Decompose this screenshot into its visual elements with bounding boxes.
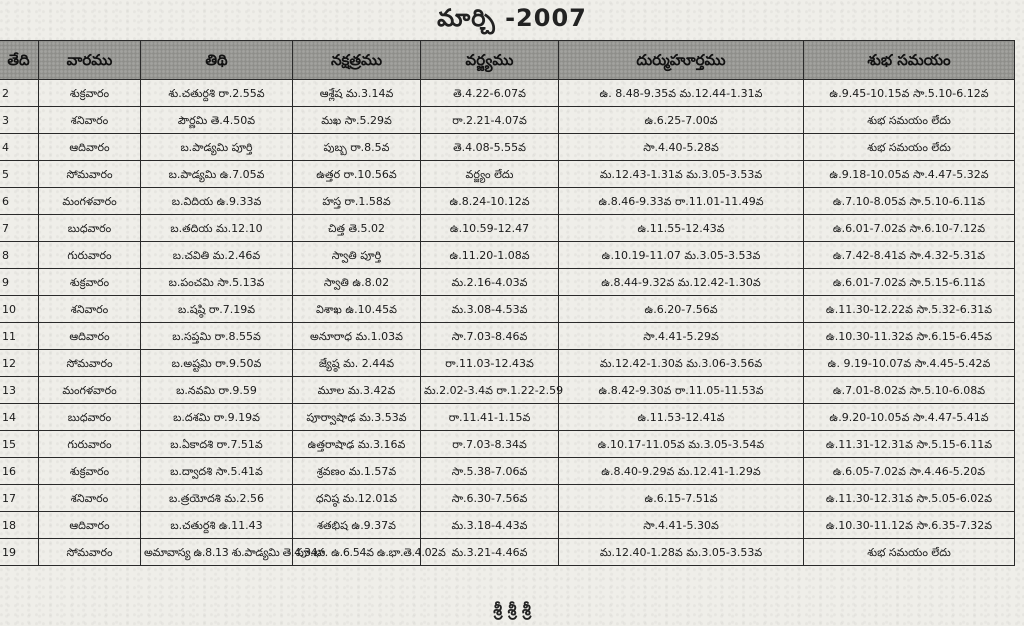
cell-weekday: గురువారం (39, 431, 141, 458)
cell-tithi: పౌర్ణమి తె.4.50వ (141, 107, 293, 134)
cell-weekday: శుక్రవారం (39, 269, 141, 296)
cell-varjyam: రా.11.03-12.43వ (421, 350, 559, 377)
cell-tithi: బ.త్రయోదశి మ.2.56 (141, 485, 293, 512)
footer-text: శ్రీ శ్రీ శ్రీ (493, 600, 531, 619)
cell-varjyam: రా.2.21-4.07వ (421, 107, 559, 134)
cell-weekday: బుధవారం (39, 404, 141, 431)
cell-tithi: బ.విదియ ఉ.9.33వ (141, 188, 293, 215)
cell-auspicious-time: ఉ.9.45-10.15వ సా.5.10-6.12వ (804, 80, 1015, 107)
cell-weekday: ఆదివారం (39, 323, 141, 350)
cell-nakshatra: ఉత్తర రా.10.56వ (293, 161, 421, 188)
cell-tithi: బ.పాడ్యమి ఉ.7.05వ (141, 161, 293, 188)
cell-weekday: ఆదివారం (39, 512, 141, 539)
cell-durmuhurtam: ఉ.8.42-9.30వ రా.11.05-11.53వ (559, 377, 804, 404)
cell-nakshatra: స్వాతి ఉ.8.02 (293, 269, 421, 296)
cell-varjyam: ఉ.8.24-10.12వ (421, 188, 559, 215)
header-durmuhurtam: దుర్ముహూర్తము (559, 41, 804, 80)
cell-tithi: బ.పాడ్యమి పూర్తి (141, 134, 293, 161)
table-row (0, 377, 1015, 404)
table-row (0, 485, 1015, 512)
table-row (0, 242, 1015, 269)
cell-auspicious-time: ఉ.10.30-11.32వ సా.6.15-6.45వ (804, 323, 1015, 350)
cell-tithi: శు.చతుర్దశి రా.2.55వ (141, 80, 293, 107)
cell-auspicious-time: ఉ.6.01-7.02వ సా.5.15-6.11వ (804, 269, 1015, 296)
cell-varjyam: మ.3.21-4.46వ (421, 539, 559, 566)
cell-tithi: బ.దశమి రా.9.19వ (141, 404, 293, 431)
cell-weekday: గురువారం (39, 242, 141, 269)
cell-tithi: బ.చవితి మ.2.46వ (141, 242, 293, 269)
table-row (0, 107, 1015, 134)
cell-varjyam: రా.7.03-8.34వ (421, 431, 559, 458)
cell-durmuhurtam: ఉ.10.17-11.05వ మ.3.05-3.54వ (559, 431, 804, 458)
header-auspicious-time: శుభ సమయం (804, 41, 1015, 80)
cell-durmuhurtam: ఉ.8.46-9.33వ రా.11.01-11.49వ (559, 188, 804, 215)
cell-durmuhurtam: ఉ.6.15-7.51వ (559, 485, 804, 512)
cell-durmuhurtam: ఉ.8.44-9.32వ మ.12.42-1.30వ (559, 269, 804, 296)
table-row (0, 269, 1015, 296)
cell-date: 7 (0, 215, 39, 242)
cell-tithi: బ.పంచమి సా.5.13వ (141, 269, 293, 296)
cell-date: 4 (0, 134, 39, 161)
cell-tithi: బ.ఏకాదశి రా.7.51వ (141, 431, 293, 458)
cell-weekday: సోమవారం (39, 350, 141, 377)
cell-weekday: శుక్రవారం (39, 458, 141, 485)
cell-nakshatra: పూర్వాషాఢ మ.3.53వ (293, 404, 421, 431)
cell-date: 13 (0, 377, 39, 404)
cell-tithi: బ.షష్ఠి రా.7.19వ (141, 296, 293, 323)
table-body (0, 80, 1015, 566)
table-row (0, 431, 1015, 458)
table-row (0, 404, 1015, 431)
cell-auspicious-time: ఉ.11.31-12.31వ సా.5.15-6.11వ (804, 431, 1015, 458)
table-row (0, 539, 1015, 566)
cell-durmuhurtam: సా.4.41-5.29వ (559, 323, 804, 350)
cell-auspicious-time: ఉ.10.30-11.12వ సా.6.35-7.32వ (804, 512, 1015, 539)
cell-date: 10 (0, 296, 39, 323)
cell-weekday: సోమవారం (39, 539, 141, 566)
table-row (0, 350, 1015, 377)
cell-nakshatra: స్వాతి పూర్తి (293, 242, 421, 269)
cell-varjyam: మ.3.08-4.53వ (421, 296, 559, 323)
cell-auspicious-time: ఉ.7.01-8.02వ సా.5.10-6.08వ (804, 377, 1015, 404)
cell-tithi: బ.నవమి రా.9.59 (141, 377, 293, 404)
cell-nakshatra: హస్త రా.1.58వ (293, 188, 421, 215)
cell-date: 14 (0, 404, 39, 431)
table-row (0, 296, 1015, 323)
table-row (0, 188, 1015, 215)
header-date: తేది (0, 41, 39, 80)
cell-nakshatra: ఉత్తరాషాఢ మ.3.16వ (293, 431, 421, 458)
header-tithi: తిథి (141, 41, 293, 80)
cell-nakshatra: చిత్త తె.5.02 (293, 215, 421, 242)
cell-nakshatra: పూ.భా. ఉ.6.54వ ఉ.భా.తె.4.02వ (293, 539, 421, 566)
header-nakshatra: నక్షత్రము (293, 41, 421, 80)
cell-date: 2 (0, 80, 39, 107)
cell-nakshatra: ఆశ్లేష మ.3.14వ (293, 80, 421, 107)
table-row (0, 512, 1015, 539)
cell-varjyam: తె.4.08-5.55వ (421, 134, 559, 161)
cell-durmuhurtam: మ.12.40-1.28వ మ.3.05-3.53వ (559, 539, 804, 566)
cell-date: 12 (0, 350, 39, 377)
cell-auspicious-time: శుభ సమయం లేదు (804, 134, 1015, 161)
cell-tithi: బ.తదియ మ.12.10 (141, 215, 293, 242)
cell-nakshatra: మఖ సా.5.29వ (293, 107, 421, 134)
cell-nakshatra: జ్యేష్ఠ మ. 2.44వ (293, 350, 421, 377)
cell-nakshatra: మూల మ.3.42వ (293, 377, 421, 404)
header-weekday: వారము (39, 41, 141, 80)
cell-date: 19 (0, 539, 39, 566)
cell-weekday: శనివారం (39, 107, 141, 134)
cell-durmuhurtam: మ.12.43-1.31వ మ.3.05-3.53వ (559, 161, 804, 188)
cell-auspicious-time: ఉ. 9.19-10.07వ సా.4.45-5.42వ (804, 350, 1015, 377)
cell-tithi: బ.అష్టమి రా.9.50వ (141, 350, 293, 377)
cell-durmuhurtam: సా.4.40-5.28వ (559, 134, 804, 161)
cell-auspicious-time: ఉ.6.05-7.02వ సా.4.46-5.20వ (804, 458, 1015, 485)
table-row (0, 458, 1015, 485)
cell-date: 5 (0, 161, 39, 188)
cell-varjyam: వర్జ్యం లేదు (421, 161, 559, 188)
cell-durmuhurtam: మ.12.42-1.30వ మ.3.06-3.56వ (559, 350, 804, 377)
cell-date: 11 (0, 323, 39, 350)
cell-auspicious-time: ఉ.6.01-7.02వ సా.6.10-7.12వ (804, 215, 1015, 242)
cell-nakshatra: అనూరాధ మ.1.03వ (293, 323, 421, 350)
cell-date: 8 (0, 242, 39, 269)
cell-auspicious-time: ఉ.7.10-8.05వ సా.5.10-6.11వ (804, 188, 1015, 215)
cell-date: 18 (0, 512, 39, 539)
cell-weekday: శుక్రవారం (39, 80, 141, 107)
cell-tithi: అమావాస్య ఉ.8.13 శు.పాడ్యమి తె.4.34వ (141, 539, 293, 566)
cell-varjyam: సా.7.03-8.46వ (421, 323, 559, 350)
cell-weekday: సోమవారం (39, 161, 141, 188)
table-row (0, 134, 1015, 161)
header-varjyam: వర్జ్యము (421, 41, 559, 80)
cell-varjyam: మ.3.18-4.43వ (421, 512, 559, 539)
cell-varjyam: ఉ.11.20-1.08వ (421, 242, 559, 269)
cell-auspicious-time: శుభ సమయం లేదు (804, 107, 1015, 134)
cell-nakshatra: విశాఖ ఉ.10.45వ (293, 296, 421, 323)
cell-varjyam: రా.11.41-1.15వ (421, 404, 559, 431)
cell-auspicious-time: ఉ.11.30-12.22వ సా.5.32-6.31వ (804, 296, 1015, 323)
cell-tithi: బ.ద్వాదశి సా.5.41వ (141, 458, 293, 485)
cell-date: 15 (0, 431, 39, 458)
cell-auspicious-time: ఉ.11.30-12.31వ సా.5.05-6.02వ (804, 485, 1015, 512)
cell-nakshatra: ధనిష్ఠ మ.12.01వ (293, 485, 421, 512)
cell-durmuhurtam: ఉ.11.55-12.43వ (559, 215, 804, 242)
cell-weekday: మంగళవారం (39, 188, 141, 215)
cell-varjyam: ఉ.10.59-12.47 (421, 215, 559, 242)
table-row (0, 323, 1015, 350)
cell-auspicious-time: శుభ సమయం లేదు (804, 539, 1015, 566)
cell-varjyam: మ.2.02-3.4వ రా.1.22-2.59 (421, 377, 559, 404)
table-row (0, 215, 1015, 242)
cell-durmuhurtam: ఉ.8.40-9.29వ మ.12.41-1.29వ (559, 458, 804, 485)
cell-varjyam: తె.4.22-6.07వ (421, 80, 559, 107)
cell-date: 9 (0, 269, 39, 296)
cell-durmuhurtam: ఉ.11.53-12.41వ (559, 404, 804, 431)
cell-weekday: బుధవారం (39, 215, 141, 242)
cell-weekday: మంగళవారం (39, 377, 141, 404)
table-row (0, 161, 1015, 188)
cell-durmuhurtam: ఉ. 8.48-9.35వ మ.12.44-1.31వ (559, 80, 804, 107)
cell-auspicious-time: ఉ.9.18-10.05వ సా.4.47-5.32వ (804, 161, 1015, 188)
cell-nakshatra: పుబ్బ రా.8.5వ (293, 134, 421, 161)
cell-date: 3 (0, 107, 39, 134)
header-row (0, 41, 1015, 80)
cell-date: 6 (0, 188, 39, 215)
table-row (0, 80, 1015, 107)
cell-date: 17 (0, 485, 39, 512)
cell-varjyam: సా.6.30-7.56వ (421, 485, 559, 512)
cell-nakshatra: శతభిష ఉ.9.37వ (293, 512, 421, 539)
cell-weekday: శనివారం (39, 296, 141, 323)
cell-weekday: ఆదివారం (39, 134, 141, 161)
cell-tithi: బ.చతుర్దశి ఉ.11.43 (141, 512, 293, 539)
cell-durmuhurtam: సా.4.41-5.30వ (559, 512, 804, 539)
page-title: మార్చి -2007 (437, 4, 587, 32)
cell-durmuhurtam: ఉ.6.20-7.56వ (559, 296, 804, 323)
cell-durmuhurtam: ఉ.10.19-11.07 మ.3.05-3.53వ (559, 242, 804, 269)
cell-date: 16 (0, 458, 39, 485)
cell-varjyam: సా.5.38-7.06వ (421, 458, 559, 485)
almanac-table (0, 40, 1015, 566)
cell-weekday: శనివారం (39, 485, 141, 512)
cell-auspicious-time: ఉ.7.42-8.41వ సా.4.32-5.31వ (804, 242, 1015, 269)
cell-auspicious-time: ఉ.9.20-10.05వ సా.4.47-5.41వ (804, 404, 1015, 431)
cell-varjyam: మ.2.16-4.03వ (421, 269, 559, 296)
cell-tithi: బ.సప్తమి రా.8.55వ (141, 323, 293, 350)
cell-nakshatra: శ్రవణం మ.1.57వ (293, 458, 421, 485)
cell-durmuhurtam: ఉ.6.25-7.00వ (559, 107, 804, 134)
